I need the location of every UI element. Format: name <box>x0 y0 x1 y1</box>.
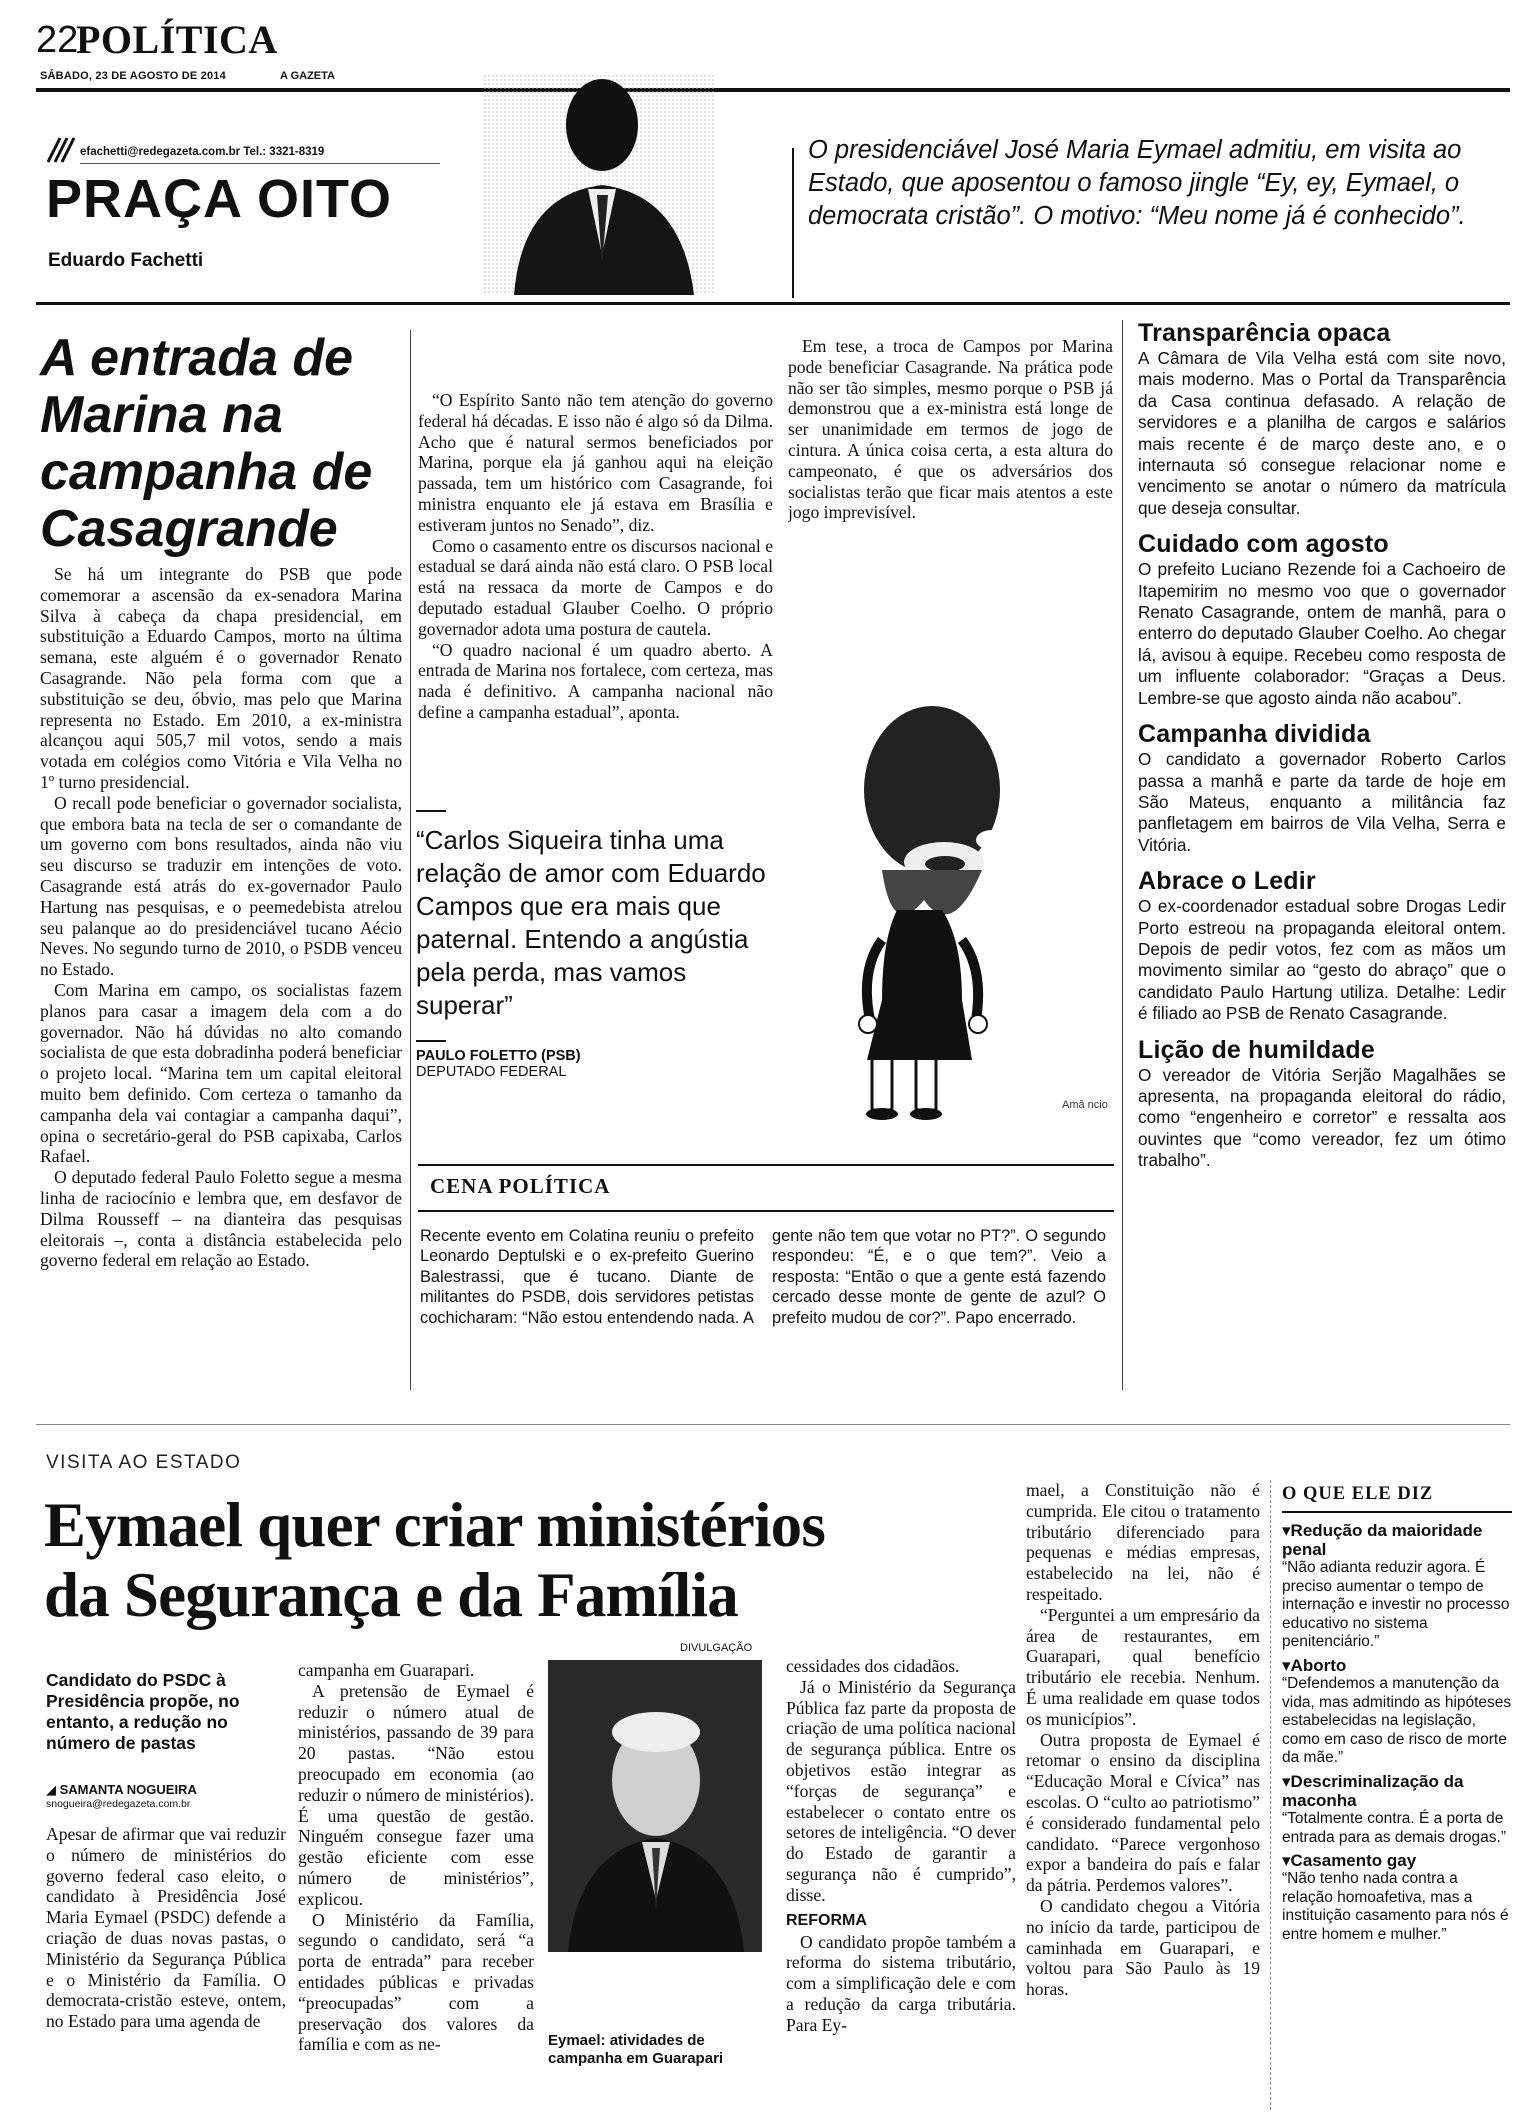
paragraph: Em tese, a troca de Campos por Marina pode beneficiar Casagrande. Na prática pode não ser tão simples, mesmo porque o PSB já demonstrou que a ex-ministra está longe de ser unanimidade em termos de jogo de cintura. A única coisa certa, a esta altura do campeonato, é que os adversários dos socialistas terão que ficar mais atentos a este jogo imprevisível. <box>788 336 1113 523</box>
notes-column <box>1138 318 1506 1398</box>
paragraph: Outra proposta de Eymael é retomar o ensino da disciplina “Educação Moral e Cívica” nas escolas. O “culto ao patriotismo” é considerado fundamental pelo candidato. “Parece vergonhoso expor a bandeira do país e falar da pátria. Perdemos valores”. <box>1026 1729 1260 1896</box>
column-divider <box>410 330 411 1390</box>
column-header-rule <box>36 302 1510 305</box>
cena-politica <box>418 1164 1114 1390</box>
quote-text: “Defendemos a manutenção da vida, mas admitindo as hipóteses estabelecidas na legislação, como em caso de risco de morte da mãe.” <box>1282 1674 1512 1767</box>
paper-name: A GAZETA <box>280 70 335 82</box>
column-contact: efachetti@redegazeta.com.br Tel.: 3321-8319 <box>80 146 325 158</box>
quote-topic: Redução da maioridade penal <box>1282 1521 1483 1559</box>
eymael-photo <box>548 1660 762 1952</box>
story2-subhead: REFORMA <box>786 1911 867 1929</box>
story2-kicker: VISITA AO ESTADO <box>46 1452 242 1473</box>
pen-icon: ◢ <box>46 1782 60 1797</box>
quote-topic: Casamento gay <box>1290 1851 1417 1871</box>
note-title: Campanha dividida <box>1138 720 1371 749</box>
note-text: O ex-coordenador estadual sobre Drogas Ledir Porto estreou na propaganda eleitoral ontem. Depois de pedir votos, fez com as mãos um movimento similar ao “gesto do abraço” que o candidato Paulo Hartung utiliza. Detalhe: Ledir é filiado ao PSB de Renato Casagrande. <box>1138 896 1506 1024</box>
story2-headline <box>44 1490 1014 1630</box>
cartoon-signature: Amâ ncio <box>1062 1099 1108 1111</box>
section-rule <box>36 1424 1510 1425</box>
main-story-col2 <box>418 390 773 788</box>
caricature-illustration <box>812 640 1112 1130</box>
paragraph: O candidato propõe também a reforma do sistema tributário, com a simplificação dele e com a redução da carga tributária. Para Ey- <box>786 1931 1016 2035</box>
main-story-col1 <box>40 564 402 1400</box>
column-logo-icon <box>44 136 78 164</box>
pull-quote-name: PAULO FOLETTO (PSB) <box>416 1048 581 1064</box>
paragraph: “Perguntei a um empresário da área de restaurantes, em Guarapari, qual benefício tributário ele recebia. Nenhum. É uma realidade em quase todos os municípios”. <box>1026 1604 1260 1729</box>
paragraph: “O Espírito Santo não tem atenção do governo federal há décadas. E isso não é algo só da Dilma. Acho que é natural sermos beneficiados por Marina, porque ela já ganhou aqui na eleição passada, tem um histórico com Casagrande, foi ministra enquanto ele já estava em Brasília e estiveram juntos no Senado”, diz. <box>418 390 773 535</box>
main-story-col3 <box>788 336 1113 626</box>
quote-text: “Não tenho nada contra a relação homoafetiva, mas a instituição casamento para nós é entre homem e mulher.” <box>1282 1870 1509 1943</box>
story2-deck: Candidato do PSDC à Presidência propõe, no entanto, a redução no número de pastas <box>46 1670 240 1753</box>
quote-text: “Não adianta reduzir agora. É preciso aumentar o tempo de internação e investir no processo educativo no sistema penitenciário.” <box>1282 1559 1510 1651</box>
masthead <box>36 14 1536 82</box>
note-item <box>1138 1035 1506 1172</box>
column-divider <box>1122 320 1123 1390</box>
cena-politica-label: CENA POLÍTICA <box>430 1174 611 1198</box>
o-que-ele-diz <box>1282 1484 1512 2112</box>
column-author: Eduardo Fachetti <box>48 250 204 271</box>
paragraph: Com Marina em campo, os socialistas fazem planos para casar a imagem dela com a do governador. Não há dúvidas no alto comando socialista de que esta dobradinha poderá beneficiar o projeto local. “Marina tem um capital eleitoral muito bem definido. Com certeza o tamanho da campanha dela vai contagiar a campanha daqui”, opina o secretário-geral do PSB capixaba, Carlos Rafael. <box>40 979 402 1167</box>
story2-col1 <box>46 1824 286 2110</box>
note-title: Cuidado com agosto <box>1138 530 1389 559</box>
note-item <box>1138 866 1506 1024</box>
note-title: Lição de humildade <box>1138 1035 1375 1064</box>
paragraph: A pretensão de Eymael é reduzir o número atual de ministérios, passando de 39 para 20 pastas. “Não estou preocupado em economia (ao reduzir o número de ministérios). É uma questão de gestão. Ninguém consegue fazer uma gestão eficiente com esse número de ministérios”, explicou. <box>298 1680 534 1909</box>
story2-headline-line1: Eymael quer criar ministérios <box>44 1490 826 1560</box>
quote-topic: Aborto <box>1290 1655 1347 1675</box>
arrow-icon: ▾ <box>1282 1851 1291 1871</box>
paragraph: O candidato chegou a Vitória no início da tarde, participou de caminhada em Guarapari, e voltou para São Paulo às 19 horas. <box>1026 1895 1260 2000</box>
pull-quote: “Carlos Siqueira tinha uma relação de amor com Eduardo Campos que era mais que paternal. Entendo a angústia pela perda, mas vamos superar” <box>416 825 766 1020</box>
story2-col3 <box>786 1656 1016 2110</box>
paragraph: Já o Ministério da Segurança Pública faz parte da proposta de criação de uma política nacional de segurança pública. Entre os objetivos estão integrar as “forças de segurança” e estabelecer o contato entre os setores de inteligência. “O dever do Estado de garantir a segurança não é cumprido”, disse. <box>786 1676 1016 1905</box>
quote-item <box>1282 1851 1512 1944</box>
main-headline: A entrada de Marina na campanha de Casagrande <box>40 329 373 558</box>
column-quote: O presidenciável José Maria Eymael admitiu, em visita ao Estado, que aposentou o famoso jingle “Ey, ey, Eymael, o democrata cristão”. O motivo: “Meu nome já é conhecido”. <box>808 136 1466 230</box>
byline-name: SAMANTA NOGUEIRA <box>59 1782 197 1797</box>
note-text: A Câmara de Vila Velha está com site novo, mais moderno. Mas o Portal da Transparência da Casa continua defasado. A relação de servidores e a planilha de cargos e salários mais recente é de março deste ano, e o internauta só consegue relacionar nome e vencimento se anotar o número da matrícula que deseja consultar. <box>1138 348 1506 518</box>
column-divider <box>1270 1480 1271 2110</box>
paragraph: cessidades dos cidadãos. <box>786 1656 960 1676</box>
paragraph: O Ministério da Família, segundo o candidato, será “a porta de entrada” para receber entidades públicas e privadas “preocupadas” com a preservação dos valores da família e com as ne- <box>298 1909 534 2055</box>
pull-quote-role: DEPUTADO FEDERAL <box>416 1064 567 1080</box>
note-item <box>1138 529 1506 709</box>
byline-email: snogueira@redegazeta.com.br <box>46 1798 191 1810</box>
note-text: O candidato a governador Roberto Carlos passa a manhã e parte da tarde de hoje em São Mateus, enquanto a militância faz panfletagem em bairros de Vila Velha, Serra e Vitória. <box>1138 749 1506 855</box>
paragraph: campanha em Guarapari. <box>298 1660 475 1680</box>
pull-quote-box <box>416 810 782 1140</box>
column-name: PRAÇA OITO <box>46 169 393 229</box>
arrow-icon: ▾ <box>1282 1655 1291 1675</box>
paragraph: Apesar de afirmar que vai reduzir o número de ministérios do governo federal caso eleito, o candidato à Presidência José Maria Eymael (PSDC) defende a criação de duas novas pastas, o Ministério da Segurança Pública e o Ministério da Família. O democrata-cristão esteve, ontem, no Estado para uma agenda de <box>46 1824 286 2032</box>
story2-headline-line2: da Segurança e da Família <box>44 1560 739 1630</box>
quote-text: “Totalmente contra. É a porta de entrada para as demais drogas.” <box>1282 1809 1507 1846</box>
paragraph: O recall pode beneficiar o governador socialista, que embora bata na tecla de ser o comandante de um governo com bons resultados, ainda não viu seu discurso se traduzir em intenções de voto. Casagrande está atrás do ex-governador Paulo Hartung nas pesquisas, e o peemedebista atrelou seu palanque ao do presidenciável tucano Aécio Neves. No segundo turno de 2010, o PSDB venceu no Estado. <box>40 792 402 980</box>
cena-politica-text: Recente evento em Colatina reuniu o prefeito Leonardo Deptulski e o ex-prefeito Guerino Balestrassi, que é tucano. Diante de militantes do PSDB, dois servidores petistas cochicharam: “Não estou entendendo nada. A gente não tem que votar no PT?”. O segundo respondeu: “É, e o que tem?”. Veio a resposta: “Então o que a gente está fazendo cercado desse monte de gente de azul? O prefeito mudou de cor?”. Papo encerrado. <box>420 1227 1106 1327</box>
note-title: Transparência opaca <box>1138 319 1391 347</box>
photo-credit: DIVULGAÇÃO <box>680 1642 753 1654</box>
paragraph: Como o casamento entre os discursos nacional e estadual se dará ainda não está claro. O PSB local está na ressaca da morte de Campos e do deputado estadual Glauber Coelho. O próprio governador adota uma postura de cautela. <box>418 535 773 639</box>
column-header <box>36 120 1510 300</box>
masthead-rule <box>36 88 1510 92</box>
note-item <box>1138 318 1506 519</box>
columnist-photo <box>484 55 714 295</box>
quote-item <box>1282 1521 1512 1652</box>
header-divider <box>792 148 794 298</box>
arrow-icon: ▾ <box>1282 1521 1291 1540</box>
story2-byline <box>46 1782 286 1810</box>
note-text: O prefeito Luciano Rezende foi a Cachoeiro de Itapemirim no mesmo voo que o governador Renato Casagrande, ontem de manhã, para o enterro do deputado Glauber Coelho. Ao chegar lá, avisou à equipe. Recebeu como resposta de um influente colaborador: “Graças a Deus. Lembre-se que agosto ainda não acabou”. <box>1138 559 1506 708</box>
page-number: 22 <box>36 19 79 61</box>
paragraph: “O quadro nacional é um quadro aberto. A entrada de Marina nos fortalece, com certeza, mas nada é definitivo. A campanha nacional não define a campanha estadual”, aponta. <box>418 639 773 722</box>
story2-col4 <box>1026 1480 1260 2110</box>
quote-item <box>1282 1656 1512 1768</box>
section-title: POLÍTICA <box>76 17 278 62</box>
story2-col2 <box>298 1660 534 2110</box>
quote-item <box>1282 1772 1512 1847</box>
note-text: O vereador de Vitória Serjão Magalhães se apresenta, na propaganda eleitoral do rádio, como “engenheiro e corretor” e ressalta aos ouvintes que “como vereador, fez um ótimo trabalho”. <box>1138 1064 1506 1171</box>
note-item <box>1138 719 1506 856</box>
paragraph: mael, a Constituição não é cumprida. Ele citou o tratamento tributário diferenciado para pequenas e médias empresas, estabelecido na lei, não é respeitado. <box>1026 1480 1260 1604</box>
note-title: Abrace o Ledir <box>1138 867 1316 896</box>
paragraph: Se há um integrante do PSB que pode comemorar a ascensão da ex-senadora Marina Silva à cabeça da chapa presidencial, em substituição a Eduardo Campos, morto na última semana, este alguém é o governador Renato Casagrande. Não pela forma com que a substituição se deu, óbvio, mas pelo que Marina representa no Estado. Em 2010, a ex-ministra alcançou aqui 505,7 mil votos, sendo a mais votada em colégios como Vitória e Vila Velha no 1º turno presidencial. <box>40 564 402 792</box>
photo-caption: Eymael: atividades de campanha em Guarapari <box>548 2032 724 2067</box>
paragraph: O deputado federal Paulo Foletto segue a mesma linha de raciocínio e lembra que, em desfavor de Dilma Rousseff – na dianteira das pesquisas eleitorais –, conta a distância estabelecida pelo governo federal em relação ao Estado. <box>40 1167 402 1271</box>
o-que-ele-diz-label: O QUE ELE DIZ <box>1282 1484 1512 1513</box>
arrow-icon: ▾ <box>1282 1771 1291 1791</box>
quote-topic: Descriminalização da maconha <box>1282 1771 1464 1810</box>
date-line: SÁBADO, 23 DE AGOSTO DE 2014 <box>40 70 226 82</box>
